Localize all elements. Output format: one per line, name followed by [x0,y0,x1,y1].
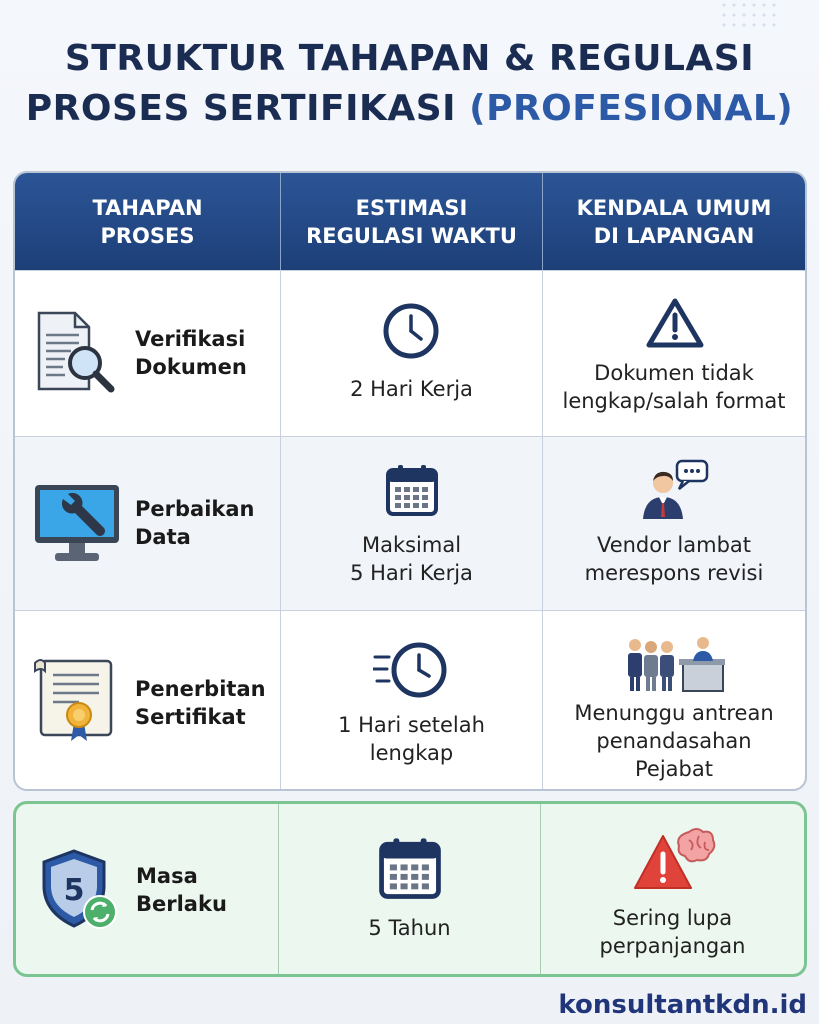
page-title [0,34,819,134]
table-row [15,270,805,436]
time-cell [280,271,542,436]
issue-cell [542,271,805,436]
certificate-icon [31,657,121,745]
time-cell [280,611,542,791]
time-cell [280,437,542,610]
time-text: 2 Hari Kerja [350,377,473,401]
time-text: Maksimal 5 Hari Kerja [350,533,473,585]
title-line-2 [0,84,819,134]
stage-label: Masa Berlaku [136,864,227,916]
fast-clock-icon [373,641,449,699]
stage-cell [16,804,278,974]
warning-icon [645,297,705,349]
issue-text: Menunggu antrean penandasahan Pejabat [574,701,774,781]
process-table [13,171,807,791]
issue-cell [542,611,805,791]
issue-text: Vendor lambat merespons revisi [584,533,764,585]
queue-icon [625,633,725,693]
document-search-icon [35,311,117,395]
stage-cell [15,271,280,436]
footer-website: konsultantkdn.id [558,990,807,1020]
issue-cell [540,804,804,974]
time-text: 5 Tahun [368,916,451,940]
table-row [15,610,805,791]
title-line-2-accent: (PROFESIONAL) [469,88,794,129]
calendar-icon [377,836,443,900]
title-line-2-main: PROSES SERTIFIKASI [25,88,470,129]
issue-text: Dokumen tidak lengkap/salah format [562,361,786,413]
issue-text: Sering lupa perpanjangan [599,906,746,958]
warning-brain-icon [633,826,717,894]
stage-cell [15,437,280,610]
stage-label: Perbaikan Data [135,497,255,549]
person-chat-icon [639,459,711,521]
table-row [15,436,805,610]
stage-label: Penerbitan Sertifikat [135,677,266,729]
header-stage: TAHAPAN PROSES [92,195,203,248]
stage-label: Verifikasi Dokumen [135,327,247,379]
time-cell [278,804,540,974]
issue-cell [542,437,805,610]
clock-icon [383,303,439,359]
header-time: ESTIMASI REGULASI WAKTU [280,173,542,270]
svg-text:5: 5 [63,873,85,908]
stage-cell [15,611,280,791]
table-header [15,173,805,270]
decorative-dots [719,0,779,30]
header-issue: KENDALA UMUM DI LAPANGAN [542,173,805,270]
calendar-icon [385,463,439,517]
validity-row [13,801,807,977]
monitor-wrench-icon [33,483,121,565]
shield-5-icon [38,848,120,932]
time-text: 1 Hari setelah lengkap [338,713,485,765]
title-line-1: STRUKTUR TAHAPAN & REGULASI [64,38,755,79]
